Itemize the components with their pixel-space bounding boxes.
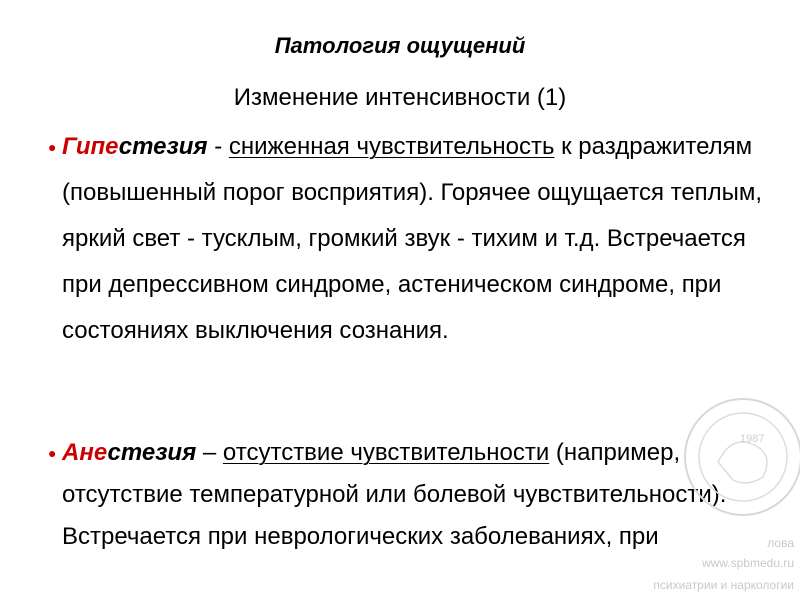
bullet-hypesthesia bbox=[48, 124, 782, 354]
bullet-marker: ● bbox=[48, 139, 57, 155]
term-prefix: Ане bbox=[62, 439, 108, 466]
term-dash: – bbox=[196, 439, 223, 466]
term-suffix: стезия bbox=[118, 133, 208, 160]
slide-title: Патология ощущений bbox=[274, 33, 526, 58]
university-seal-watermark bbox=[678, 392, 800, 522]
term-definition: отсутствие чувствительности bbox=[222, 439, 550, 466]
term-dash: - bbox=[207, 133, 229, 160]
bullet-anesthesia bbox=[48, 432, 782, 558]
seal-year: 1987 bbox=[740, 433, 765, 445]
bullet-marker: ● bbox=[48, 445, 57, 461]
bullet-text: (например, отсутствие температурной или болевой чувствительности). Встречается при неврологических заболеваниях, при bbox=[62, 439, 727, 550]
bullet-text: к раздражителям (повышенный порог восприятия). Горячее ощущается теплым, яркий свет - тусклым, громкий звук - тихим и т.д. Встречается при депрессивном синдроме, астеническом синдроме, при состояниях выключения сознания. bbox=[62, 133, 763, 344]
watermark-line-1: лова bbox=[767, 536, 794, 550]
slide-subtitle: Изменение интенсивности (1) bbox=[233, 84, 567, 111]
term-suffix: стезия bbox=[107, 439, 197, 466]
term-prefix: Гипе bbox=[62, 133, 119, 160]
term-definition: сниженная чувствительность bbox=[228, 133, 555, 160]
watermark-line-2: www.spbmedu.ru bbox=[701, 556, 794, 570]
watermark-line-3: психиатрии и наркологии bbox=[653, 578, 794, 592]
